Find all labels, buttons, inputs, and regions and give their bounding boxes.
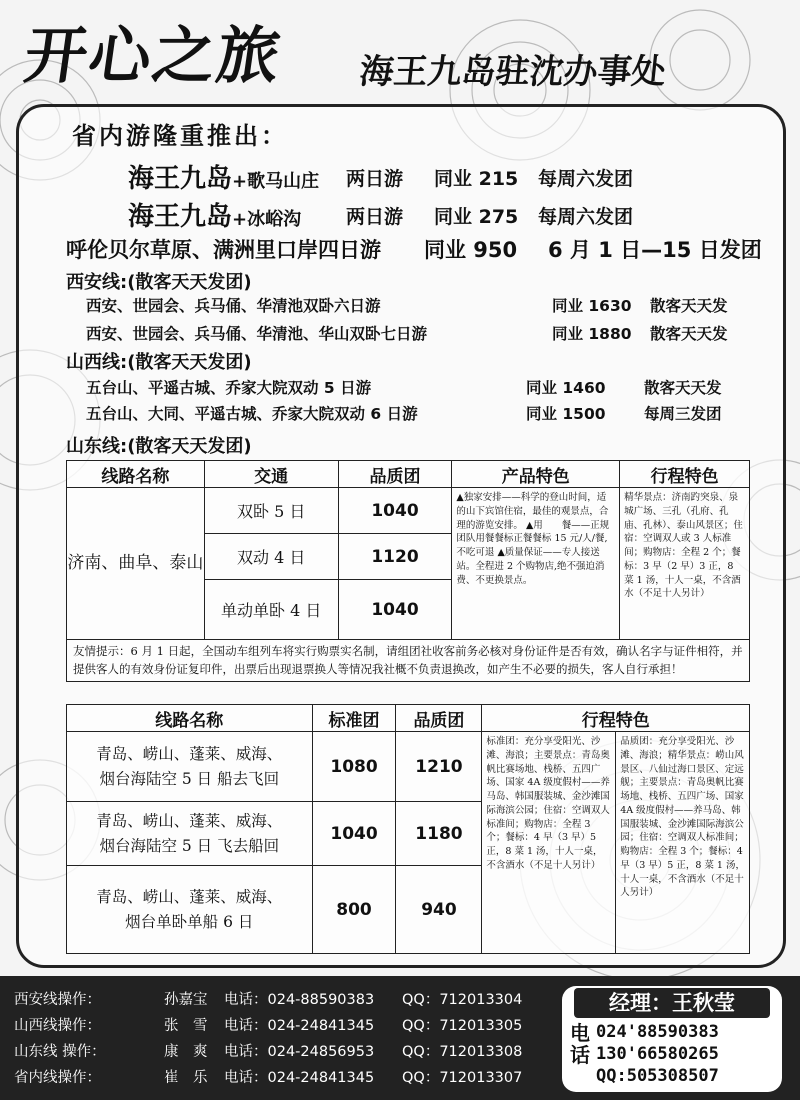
xian-price-2: 同业 1880 (552, 325, 632, 343)
qingdao-col-std: 标准团 (312, 705, 396, 732)
promo-2-price: 同业 275 (434, 206, 519, 228)
page-subtitle: 海王九岛驻沈办事处 (357, 52, 668, 92)
xian-route-1: 西安、世园会、兵马俑、华清池双卧六日游 (86, 297, 381, 315)
shandong-heading: 山东线:(散客天天发团) (66, 436, 252, 457)
shandong-col-trip: 行程特色 (620, 461, 750, 488)
shandong-transport-3: 单动单卧 4 日 (204, 580, 338, 640)
shandong-col-product: 产品特色 (452, 461, 620, 488)
shandong-price-3: 1040 (338, 580, 452, 640)
shandong-col-transport: 交通 (204, 461, 338, 488)
shandong-tips: 友情提示：6 月 1 日起，全国动车组列车将实行购票实名制，请组团社收客前务必核对身份证件是否有效，确认名字与证件相符，并提供客人的有效身份证复印件，出票后出现退票换人等情况我社概不负责退换改，如产生不必要的损失，客人自行承担！ (67, 640, 750, 682)
shandong-transport-1: 双卧 5 日 (204, 488, 338, 534)
shanxi-route-1: 五台山、平遥古城、乔家大院双动 5 日游 (86, 379, 372, 397)
qingdao-quality-1: 1210 (396, 732, 482, 802)
page-title: 开心之旅 (20, 19, 287, 92)
shandong-route: 济南、曲阜、泰山 (67, 488, 205, 640)
intro-heading: 省内游隆重推出： (72, 122, 288, 150)
qingdao-quality-trip: 品质团：充分享受阳光、沙滩、海浪；精华景点：崂山风景区、八仙过海口景区、定远舰；主要景点：青岛奥帆比赛场地、栈桥、五四广场、国家 4A 级度假村——养马岛、韩国服装城、金沙滩国际海滨公园；住宿：空调双人标准间；购物店：全程 3 个；餐标：4 早（3 早）5 正，8 菜 1 汤，十人一桌，不含酒水（不足十人另计） (616, 732, 750, 954)
manager-phone-1: 024'88590383 (596, 1022, 719, 1042)
shandong-transport-2: 双动 4 日 (204, 534, 338, 580)
xian-route-2: 西安、世园会、兵马俑、华清池、华山双卧七日游 (86, 325, 428, 343)
promo-2-departure: 每周六发团 (538, 206, 634, 228)
shandong-price-1: 1040 (338, 488, 452, 534)
shandong-price-2: 1120 (338, 534, 452, 580)
xian-heading: 西安线:(散客天天发团) (66, 272, 252, 293)
qingdao-route-3: 青岛、崂山、蓬莱、威海、 烟台单卧单船 6 日 (67, 866, 313, 954)
qingdao-std-3: 800 (312, 866, 396, 954)
promo-1-price: 同业 215 (434, 168, 519, 190)
qingdao-std-1: 1080 (312, 732, 396, 802)
qingdao-quality-3: 940 (396, 866, 482, 954)
shandong-trip: 精华景点：济南趵突泉、泉城广场、三孔（孔府、孔庙、孔林）、泰山风景区；住宿：空调双人或 3 人标准间；购物店：全程 2 个；餐标：3 早（2 早）3 正，8 菜 1 汤，十人一桌，不含酒水（不足十人另计） (620, 488, 750, 640)
qingdao-route-1: 青岛、崂山、蓬莱、威海、 烟台海陆空 5 日 船去飞回 (67, 732, 313, 802)
promo-1-departure: 每周六发团 (538, 168, 634, 190)
xian-note-1: 散客天天发 (650, 297, 728, 315)
shanxi-note-2: 每周三发团 (644, 405, 722, 423)
promo-1-days: 两日游 (346, 168, 404, 190)
operator-row-2: 山西线操作： 张 雪 电话：024-24841345 QQ：712013305 (14, 1018, 523, 1034)
operator-row-1: 西安线操作： 孙嘉宝 电话：024-88590383 QQ：712013304 (14, 992, 523, 1008)
operator-row-4: 省内线操作： 崔 乐 电话：024-24841345 QQ：712013307 (14, 1070, 523, 1086)
xian-price-1: 同业 1630 (552, 297, 632, 315)
shanxi-heading: 山西线:(散客天天发团) (66, 352, 252, 373)
qingdao-std-trip: 标准团：充分享受阳光、沙滩、海浪；主要景点：青岛奥帆比赛场地、栈桥、五四广场、国家 4A 级度假村——养马岛、韩国服装城、金沙滩国际海滨公园；住宿：空调双人标准间；购物店：全程 3 个；餐标：4 早（3 早）5 正，8 菜 1 汤，十人一桌，不含酒水（不足十人另计） (482, 732, 616, 954)
qingdao-quality-2: 1180 (396, 802, 482, 866)
qingdao-route-2: 青岛、崂山、蓬莱、威海、 烟台海陆空 5 日 飞去船回 (67, 802, 313, 866)
qingdao-table (66, 704, 750, 954)
qingdao-std-2: 1040 (312, 802, 396, 866)
manager-card (562, 986, 782, 1092)
shanxi-route-2: 五台山、大同、平遥古城、乔家大院双动 6 日游 (86, 405, 418, 423)
grassland-route: 呼伦贝尔草原、满洲里口岸四日游 (66, 238, 381, 262)
manager-phone-label: 电话 (570, 1021, 590, 1067)
shandong-col-route: 线路名称 (67, 461, 205, 488)
manager-qq: QQ:505308507 (596, 1066, 719, 1086)
shanxi-price-1: 同业 1460 (526, 379, 606, 397)
grassland-departure: 6 月 1 日—15 日发团 (548, 238, 762, 262)
qingdao-col-trip: 行程特色 (482, 705, 750, 732)
promo-1-name: 海王九岛+歌马山庄 (128, 164, 320, 194)
grassland-price: 同业 950 (424, 238, 518, 262)
manager-title: 经理：王秋莹 (574, 988, 770, 1018)
shanxi-price-2: 同业 1500 (526, 405, 606, 423)
operator-row-3: 山东线 操作： 康 爽 电话：024-24856953 QQ：712013308 (14, 1044, 523, 1060)
shandong-col-quality: 品质团 (338, 461, 452, 488)
qingdao-col-route: 线路名称 (67, 705, 313, 732)
promo-2-name: 海王九岛+冰峪沟 (128, 202, 302, 232)
qingdao-col-quality: 品质团 (396, 705, 482, 732)
shandong-product: ▲独家安排——科学的登山时间，适的山下宾馆住宿，最佳的观景点，合理的游览安排。 ▲用 餐——正规团队用餐餐标正餐餐标 15 元/人/餐,不吃可退 ▲质量保证——专人接送站。全程进 2 个购物店,绝不强迫消费、不更换景点。 (452, 488, 620, 640)
manager-phone-2: 130'66580265 (596, 1044, 719, 1064)
shandong-table (66, 460, 750, 682)
xian-note-2: 散客天天发 (650, 325, 728, 343)
promo-2-days: 两日游 (346, 206, 404, 228)
shanxi-note-1: 散客天天发 (644, 379, 722, 397)
